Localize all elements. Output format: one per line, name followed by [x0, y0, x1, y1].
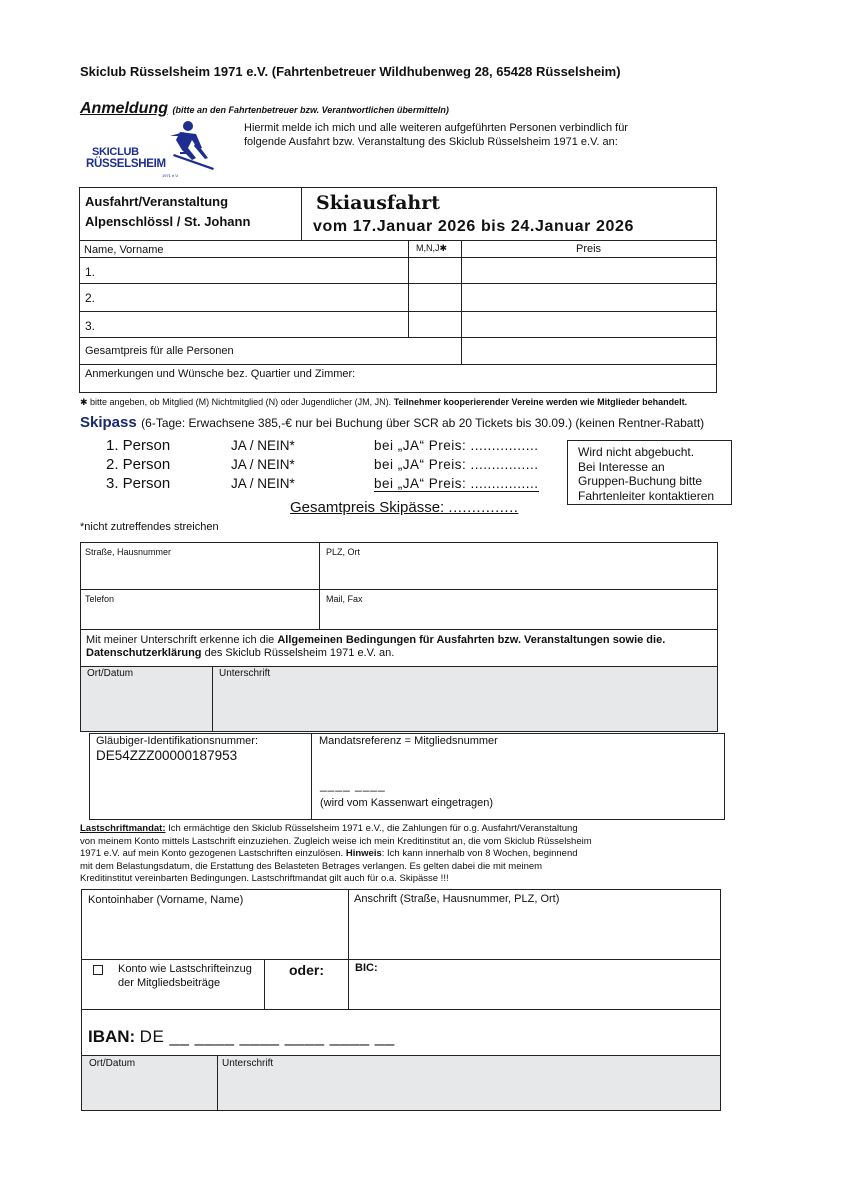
consent-pre: Mit meiner Unterschrift erkenne ich die — [86, 634, 278, 646]
checkbox-line2: der Mitgliedsbeiträge — [118, 977, 221, 989]
phone-label: Telefon — [85, 594, 115, 604]
skipass-heading — [80, 414, 704, 432]
note-line2: Bei Interesse an — [578, 459, 665, 474]
bic-label: BIC: — [355, 962, 378, 974]
account-address-field[interactable] — [349, 908, 720, 958]
logo-line3: 1971 e.V. — [162, 173, 179, 178]
name-field-3[interactable] — [80, 312, 407, 336]
account-owner-label: Kontoinhaber (Vorname, Name) — [88, 894, 244, 906]
consent-date-field[interactable] — [82, 680, 210, 730]
skipass-person-3: 3. Person — [106, 475, 171, 492]
skipass-choice-2[interactable]: JA / NEIN* — [231, 457, 295, 472]
event-label1: Ausfahrt/Veranstaltung — [85, 194, 229, 209]
club-header: Skiclub Rüsselsheim 1971 e.V. (Fahrtenbetreuer Wildhubenweg 28, 65428 Rüsselsheim) — [80, 64, 621, 79]
skipass-person-2: 2. Person — [106, 456, 171, 473]
participant-row-3: 3. — [85, 319, 96, 333]
mandate-label: Mandatsreferenz = Mitgliedsnummer — [319, 735, 498, 747]
price-field[interactable] — [462, 258, 716, 363]
membership-footnote — [80, 397, 687, 408]
total-price-label: Gesamtpreis für alle Personen — [85, 345, 234, 357]
skipass-total-dots: ............... — [448, 499, 519, 516]
consent-bold2: Datenschutzerklärung — [86, 647, 202, 659]
event-dates: vom 17.Januar 2026 bis 24.Januar 2026 — [313, 218, 635, 235]
mail-field[interactable] — [320, 605, 717, 628]
note-line1: Wird nicht abgebucht. — [578, 445, 695, 459]
club-logo — [84, 118, 224, 184]
skipass-choice-3[interactable]: JA / NEIN* — [231, 476, 295, 491]
note-line4: Fahrtenleiter kontaktieren — [578, 488, 715, 503]
participant-row-2: 2. — [85, 291, 96, 305]
lastschrift-line3a: 1971 e.V. auf mein Konto gezogenen Lastschriften einzulösen. — [80, 848, 346, 859]
bic-field[interactable] — [380, 961, 720, 1007]
intro-text — [244, 121, 628, 149]
bank-date-field[interactable] — [83, 1070, 215, 1109]
mandate-note: (wird vom Kassenwart eingetragen) — [320, 797, 494, 809]
lastschrift-line1: Ich ermächtige den Skiclub Rüsselsheim 1971 e.V., die Zahlungen für o.g. Ausfahrt/Veranstaltung — [165, 823, 578, 834]
event-label2: Alpenschlössl / St. Johann — [85, 214, 251, 229]
participant-row-1: 1. — [85, 265, 96, 279]
lastschrift-line3c: : Ich kann innerhalb von 8 Wochen, beginnend — [381, 848, 578, 859]
skipass-price-3: bei „JA“ Preis: ................ — [374, 476, 539, 491]
same-account-checkbox[interactable] — [93, 965, 103, 975]
footnote-bold: Teilnehmer kooperierender Vereine werden wie Mitglieder behandelt. — [393, 397, 688, 407]
group-booking-text — [578, 445, 714, 503]
creditor-label: Gläubiger-Identifikationsnummer: — [96, 735, 259, 747]
bank-signature-field[interactable] — [219, 1070, 719, 1109]
consent-unterschrift: Unterschrift — [219, 668, 271, 679]
lastschrift-line2: von meinem Konto mittels Lastschrift einzuziehen. Zugleich weise ich mein Kreditinstitut an, die vom Skiclub Rüsselsheim — [80, 835, 592, 847]
iban-label: IBAN: — [88, 1027, 136, 1046]
membership-field[interactable] — [409, 258, 460, 336]
creditor-id: DE54ZZZ00000187953 — [96, 748, 238, 763]
skipass-total-label: Gesamtpreis Skipässe: — [290, 499, 445, 516]
name-field-1[interactable] — [80, 258, 407, 282]
mandate-dashes[interactable]: ____ ____ — [320, 778, 386, 792]
intro-line1: Hiermit melde ich mich und alle weiteren aufgeführten Personen verbindlich für — [244, 122, 628, 134]
consent-text — [86, 634, 711, 660]
skipass-choice-1[interactable]: JA / NEIN* — [231, 438, 295, 453]
footnote-text: ✱ bitte angeben, ob Mitglied (M) Nichtmitglied (N) oder Jugendlicher (JM, JN). — [80, 397, 392, 407]
checkbox-line1: Konto wie Lastschrifteinzug — [118, 963, 252, 975]
same-account-text — [118, 962, 252, 990]
remarks-field[interactable] — [80, 380, 716, 392]
mail-label: Mail, Fax — [326, 594, 363, 604]
lastschrift-line4: mit dem Belastungsdatum, die Erstattung des Belasteten Betrages verlangen. Es gelten dabei die mit meinem — [80, 860, 543, 872]
remarks-label: Anmerkungen und Wünsche bez. Quartier und Zimmer: — [85, 368, 356, 380]
intro-line2: folgende Ausfahrt bzw. Veranstaltung des Skiclub Rüsselsheim 1971 e.V. an: — [244, 136, 618, 148]
anmeldung-heading — [80, 100, 449, 118]
bank-ort-datum: Ort/Datum — [89, 1058, 136, 1069]
bank-unterschrift: Unterschrift — [222, 1058, 274, 1069]
skipass-person-1: 1. Person — [106, 437, 171, 454]
consent-signature-field[interactable] — [214, 680, 716, 730]
account-owner-field[interactable] — [82, 908, 347, 958]
col-preis-header: Preis — [576, 243, 602, 255]
skipass-price-2: bei „JA“ Preis: ................ — [374, 457, 539, 472]
consent-ort-datum: Ort/Datum — [87, 668, 134, 679]
logo-line1: SKICLUB — [92, 146, 139, 158]
logo-line2: RÜSSELSHEIM — [86, 158, 166, 170]
anmeldung-note: (bitte an den Fahrtenbetreuer bzw. Verantwortlichen übermitteln) — [172, 105, 449, 115]
anmeldung-title: Anmeldung — [80, 100, 168, 117]
col-mnj-header: M,N,J✱ — [416, 243, 448, 253]
skipass-total — [290, 499, 518, 516]
lastschrift-title: Lastschriftmandat: — [80, 823, 166, 834]
iban-row — [88, 1027, 395, 1047]
note-line3: Gruppen-Buchung bitte — [578, 474, 703, 488]
consent-bold1: Allgemeinen Bedingungen für Ausfahrten bzw. Veranstaltungen sowie die. — [277, 634, 666, 646]
col-name-header: Name, Vorname — [84, 244, 164, 256]
strike-note: *nicht zutreffendes streichen — [80, 521, 219, 533]
lastschrift-line5: Kreditinstitut vereinbarten Bedingungen. Lastschriftmandat gilt auch für o.a. Skipässe !!! — [80, 873, 449, 884]
oder-label: oder: — [289, 962, 324, 978]
event-title: Skiausfahrt — [316, 192, 441, 214]
street-field[interactable] — [81, 558, 318, 588]
skipass-price-1: bei „JA“ Preis: ................ — [374, 438, 539, 453]
phone-field[interactable] — [81, 605, 318, 628]
consent-post: des Skiclub Rüsselsheim 1971 e.V. an. — [201, 647, 395, 659]
account-address-label: Anschrift (Straße, Hausnummer, PLZ, Ort) — [354, 893, 560, 905]
iban-value[interactable]: DE __ ____ ____ ____ ____ __ — [139, 1027, 395, 1046]
lastschrift-text — [80, 823, 720, 886]
street-label: Straße, Hausnummer — [85, 547, 172, 557]
plz-label: PLZ, Ort — [326, 547, 361, 557]
skipass-desc: (6-Tage: Erwachsene 385,-€ nur bei Buchung über SCR ab 20 Tickets bis 30.09.) (keinen Rentner-Rabatt) — [141, 416, 705, 430]
skipass-title: Skipass — [80, 414, 137, 431]
plz-field[interactable] — [320, 558, 717, 588]
lastschrift-hinweis: Hinweis — [345, 848, 382, 859]
name-field-2[interactable] — [80, 284, 407, 310]
